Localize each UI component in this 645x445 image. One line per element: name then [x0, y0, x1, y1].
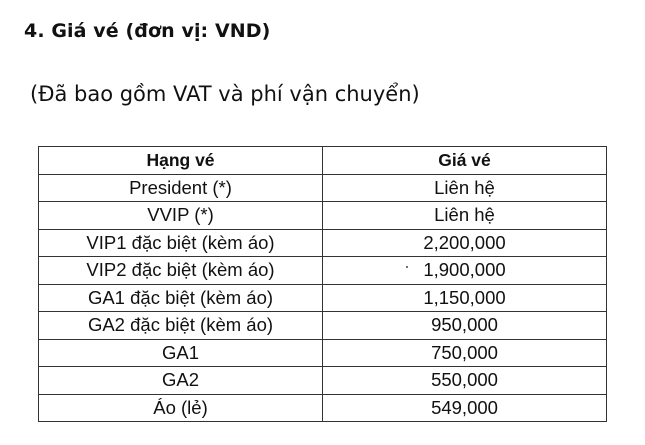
ticket-price-table [38, 146, 607, 422]
ticket-price-cell: 2,200,000 [323, 229, 607, 257]
ticket-price-cell: 1,900,000 [323, 257, 607, 285]
ticket-price-cell: 950,000 [323, 312, 607, 340]
ticket-class-cell: VVIP (*) [39, 202, 323, 230]
ticket-class-cell: GA2 [39, 367, 323, 395]
ticket-price-cell: 549,000 [323, 394, 607, 422]
table-row [39, 367, 607, 395]
table-row [39, 284, 607, 312]
price-note: (Đã bao gồm VAT và phí vận chuyển) [30, 82, 420, 106]
table-header-row [39, 147, 607, 175]
ticket-class-header: Hạng vé [39, 147, 323, 175]
stray-dot-mark [406, 266, 408, 268]
table-row [39, 394, 607, 422]
ticket-price-cell: 750,000 [323, 339, 607, 367]
ticket-class-cell: GA2 đặc biệt (kèm áo) [39, 312, 323, 340]
ticket-class-cell: GA1 [39, 339, 323, 367]
table-row [39, 174, 607, 202]
ticket-class-cell: VIP1 đặc biệt (kèm áo) [39, 229, 323, 257]
table-row [39, 339, 607, 367]
ticket-price-cell: 550,000 [323, 367, 607, 395]
ticket-class-cell: Áo (lẻ) [39, 394, 323, 422]
ticket-class-cell: VIP2 đặc biệt (kèm áo) [39, 257, 323, 285]
table-row [39, 257, 607, 285]
ticket-class-cell: GA1 đặc biệt (kèm áo) [39, 284, 323, 312]
table-row [39, 229, 607, 257]
ticket-price-header: Giá vé [323, 147, 607, 175]
ticket-class-cell: President (*) [39, 174, 323, 202]
ticket-price-cell: 1,150,000 [323, 284, 607, 312]
table-row [39, 202, 607, 230]
ticket-price-cell: Liên hệ [323, 202, 607, 230]
ticket-price-cell: Liên hệ [323, 174, 607, 202]
section-heading: 4. Giá vé (đơn vị: VND) [24, 20, 271, 42]
table-row [39, 312, 607, 340]
